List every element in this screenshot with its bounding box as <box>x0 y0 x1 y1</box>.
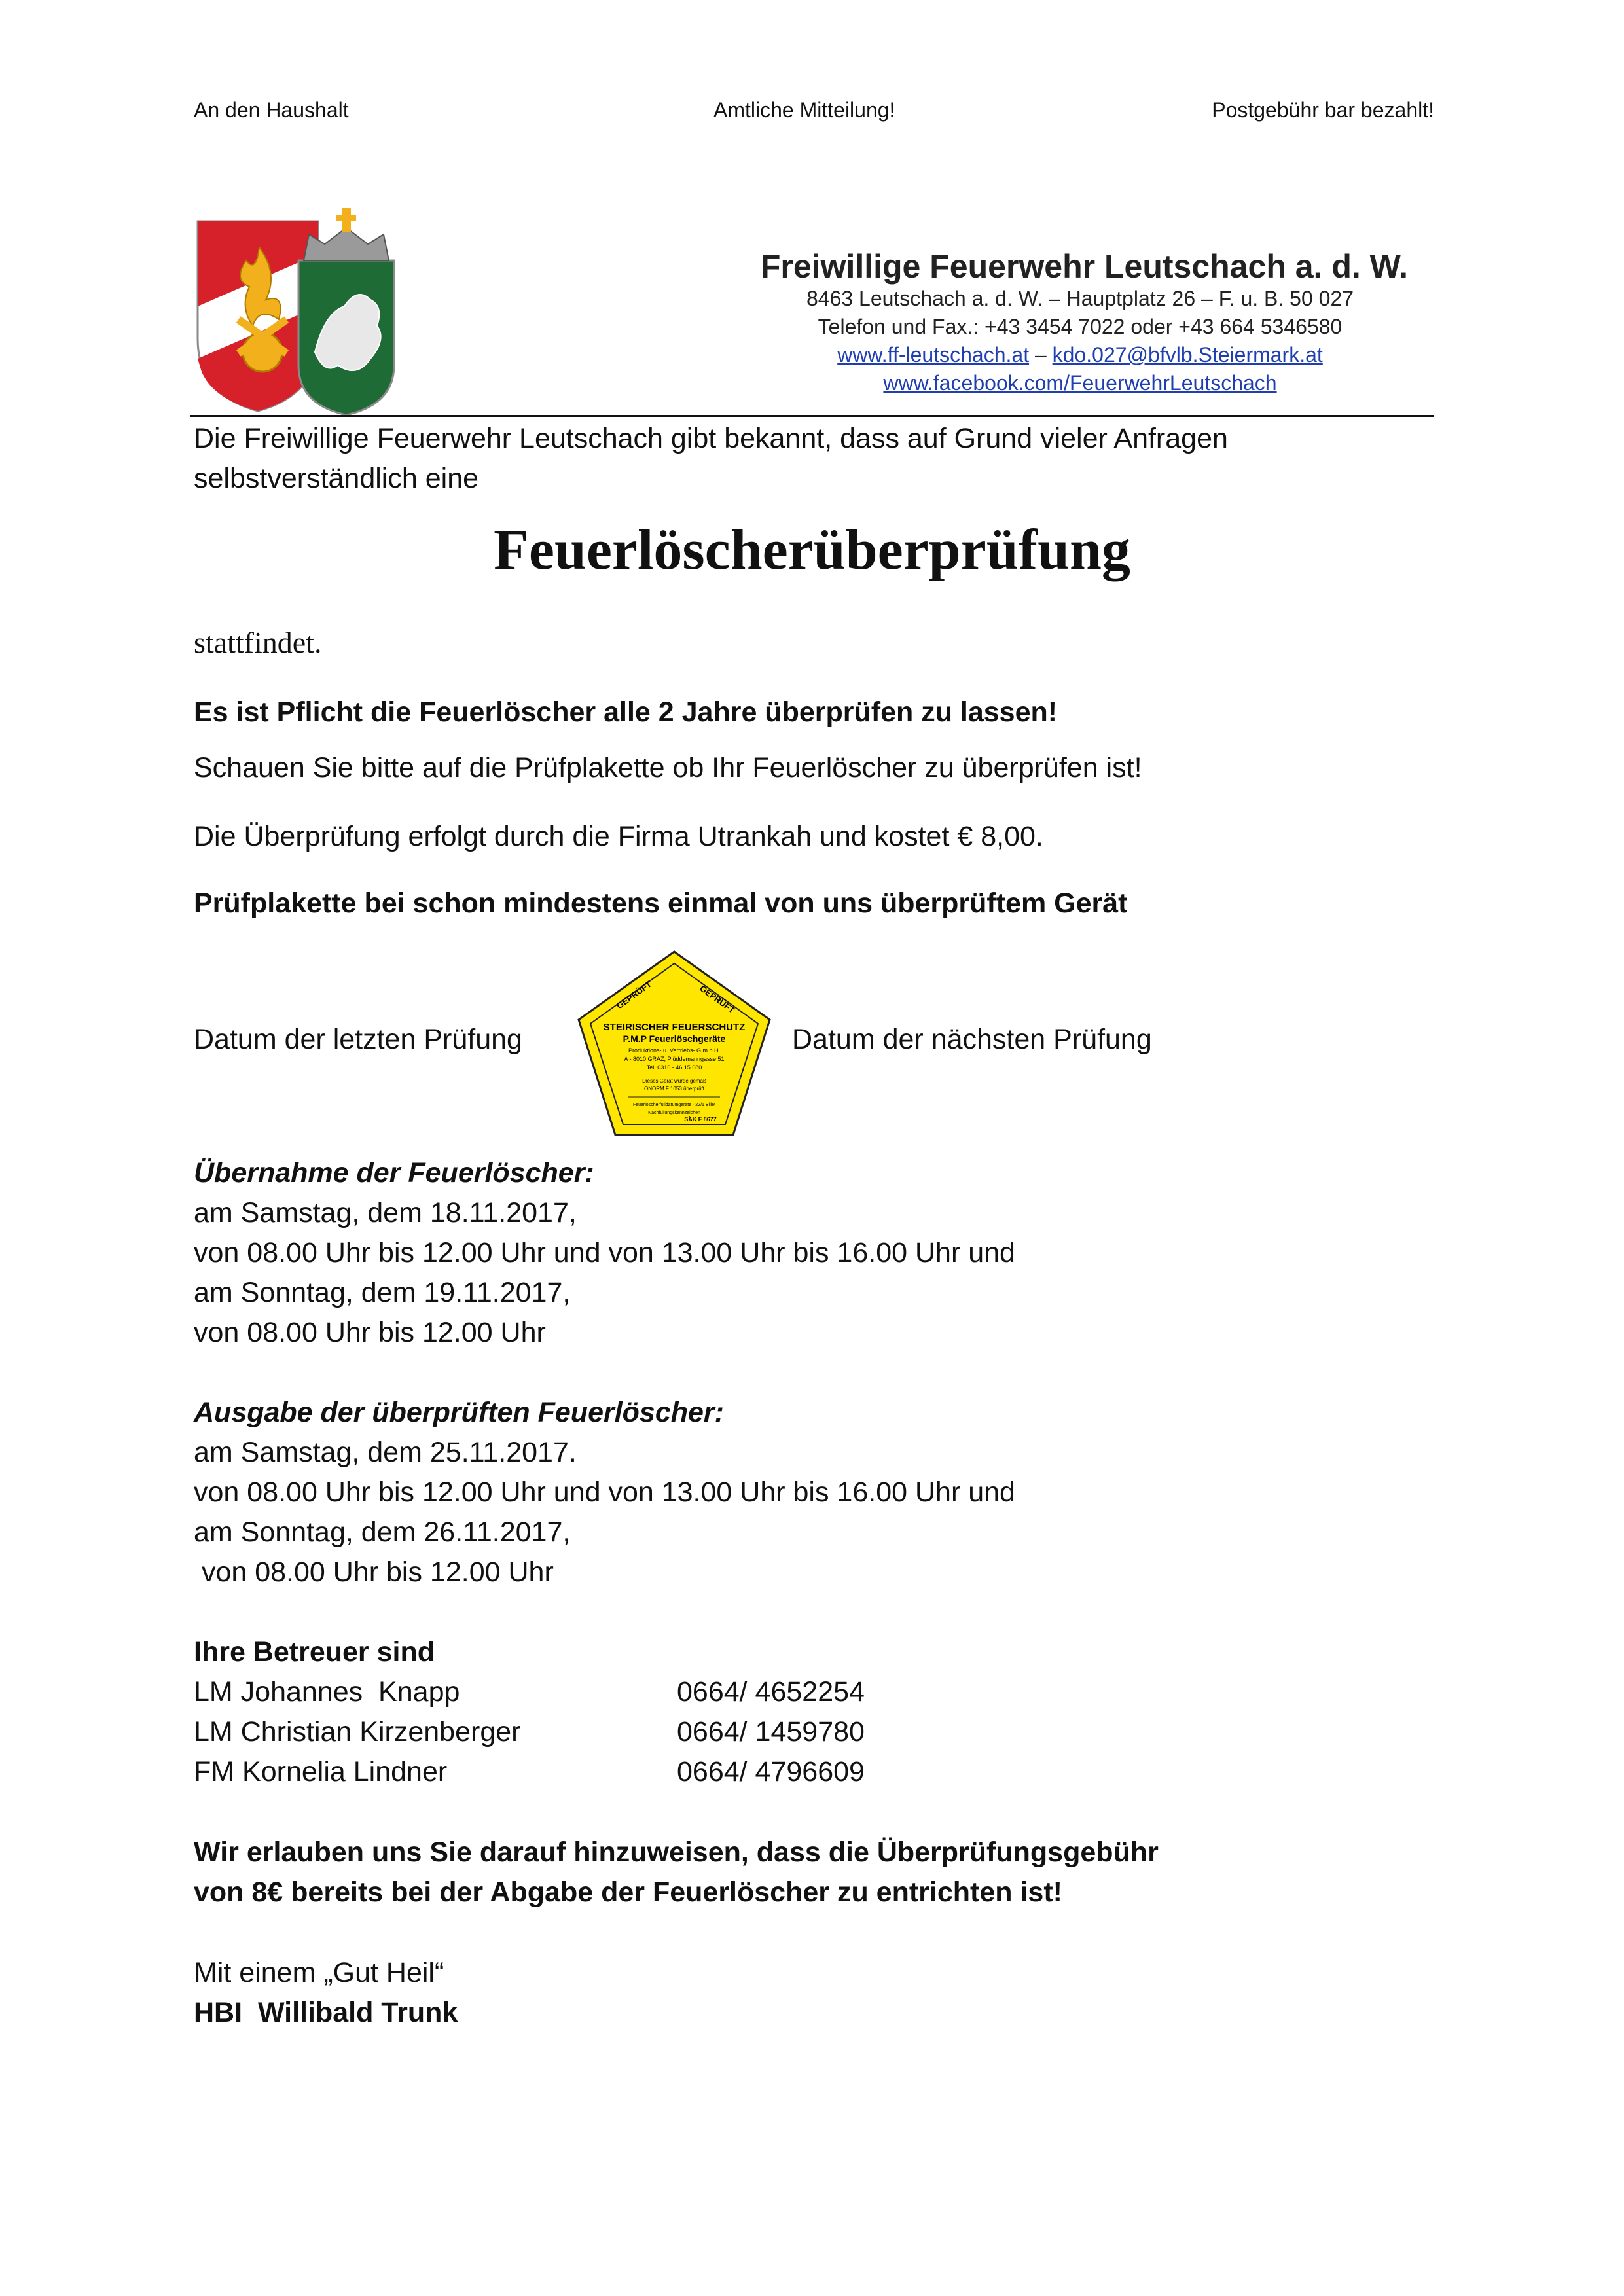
page-title: Feuerlöscherüberprüfung <box>494 518 1130 582</box>
facebook-link[interactable]: www.facebook.com/FeuerwehrLeutschach <box>883 371 1277 395</box>
org-phone: Telefon und Fax.: +43 3454 7022 oder +43 664 5346580 <box>818 315 1343 338</box>
header-right: Postgebühr bar bezahlt! <box>1212 98 1434 122</box>
badge-line-4: A - 8010 GRAZ, Plüddemanngasse 51 <box>624 1056 725 1062</box>
pflicht-notice: Es ist Pflicht die Feuerlöscher alle 2 Jahre überprüfen zu lassen! <box>194 696 1058 728</box>
ausgabe-line: am Sonntag, dem 26.11.2017, <box>194 1516 571 1548</box>
badge-line-8: Feuerlöscherfülldatumgeräte · 22/1 Billet <box>632 1103 716 1107</box>
header-left: An den Haushalt <box>194 98 349 122</box>
org-address: 8463 Leutschach a. d. W. – Hauptplatz 26 – F. u. B. 50 027 <box>806 287 1354 310</box>
header-divider <box>190 415 1434 417</box>
betreuer-name: LM Johannes Knapp <box>194 1676 460 1708</box>
hinweis-line-2: von 8€ bereits bei der Abgabe der Feuerlöscher zu entrichten ist! <box>194 1876 1062 1908</box>
schauen-text: Schauen Sie bitte auf die Prüfplakette ob Ihr Feuerlöscher zu überprüfen ist! <box>194 752 1142 783</box>
uebernahme-heading: Übernahme der Feuerlöscher: <box>194 1157 594 1189</box>
fire-brigade-coat-of-arms-logo <box>194 208 398 415</box>
uebernahme-line: von 08.00 Uhr bis 12.00 Uhr und von 13.00 Uhr bis 16.00 Uhr und <box>194 1237 1015 1268</box>
ausgabe-line: am Samstag, dem 25.11.2017. <box>194 1437 577 1468</box>
badge-line-5: Tel. 0316 - 46 15 680 <box>646 1064 702 1071</box>
ausgabe-line: von 08.00 Uhr bis 12.00 Uhr und von 13.00 Uhr bis 16.00 Uhr und <box>194 1477 1015 1508</box>
badge-line-3: Produktions- u. Vertriebs- G.m.b.H. <box>628 1047 721 1054</box>
betreuer-name: FM Kornelia Lindner <box>194 1756 448 1787</box>
org-contact-block <box>753 287 1407 395</box>
uebernahme-section <box>194 1153 1015 1353</box>
plakette-heading: Prüfplakette bei schon mindestens einmal von uns überprüftem Gerät <box>194 888 1128 919</box>
plakette-right-label: Datum der nächsten Prüfung <box>792 1024 1152 1055</box>
facebook-line <box>753 371 1407 395</box>
badge-line-7: ÖNORM F 1053 überprüft <box>643 1086 705 1092</box>
email-link[interactable]: kdo.027@bfvlb.Steiermark.at <box>1052 343 1323 367</box>
link-separator: – <box>1034 343 1047 367</box>
uebernahme-line: am Samstag, dem 18.11.2017, <box>194 1197 577 1229</box>
inspection-badge <box>576 949 772 1139</box>
org-name: Freiwillige Feuerwehr Leutschach a. d. W. <box>760 248 1408 285</box>
betreuer-phone: 0664/ 1459780 <box>677 1716 865 1748</box>
closing-greeting: Mit einem „Gut Heil“ <box>194 1957 444 1988</box>
ausgabe-line: von 08.00 Uhr bis 12.00 Uhr <box>194 1556 554 1588</box>
badge-line-9: Nachfüllungskennzeichen <box>648 1111 700 1115</box>
ausgabe-heading: Ausgabe der überprüften Feuerlöscher: <box>194 1397 724 1428</box>
plakette-left-label: Datum der letzten Prüfung <box>194 1024 522 1055</box>
betreuer-phone: 0664/ 4652254 <box>677 1676 865 1708</box>
hinweis-text <box>194 1833 1159 1912</box>
header-center: Amtliche Mitteilung! <box>713 98 895 122</box>
kosten-text: Die Überprüfung erfolgt durch die Firma Utrankah und kostet € 8,00. <box>194 821 1043 852</box>
closing-signature: HBI Willibald Trunk <box>194 1997 458 2028</box>
uebernahme-line: am Sonntag, dem 19.11.2017, <box>194 1277 571 1308</box>
badge-line-1: STEIRISCHER FEUERSCHUTZ <box>603 1022 746 1033</box>
intro-line-2: selbstverständlich eine <box>194 463 479 494</box>
badge-line-2: P.M.P Feuerlöschgeräte <box>623 1033 726 1044</box>
uebernahme-line: von 08.00 Uhr bis 12.00 Uhr <box>194 1317 546 1348</box>
ausgabe-section <box>194 1393 1015 1592</box>
betreuer-heading: Ihre Betreuer sind <box>194 1636 435 1668</box>
betreuer-name: LM Christian Kirzenberger <box>194 1716 521 1748</box>
intro-line-1: Die Freiwillige Feuerwehr Leutschach gibt bekannt, dass auf Grund vieler Anfragen <box>194 423 1228 454</box>
badge-top-right: GEPRÜFT <box>698 983 737 1015</box>
org-web-email-line <box>753 343 1407 367</box>
hinweis-line-1: Wir erlauben uns Sie darauf hinzuweisen, dass die Überprüfungsgebühr <box>194 1837 1159 1868</box>
badge-line-10: SÄK F 8677 <box>684 1116 717 1122</box>
intro-text <box>194 419 1228 499</box>
badge-line-6: Dieses Gerät wurde gemäß <box>642 1078 706 1084</box>
stattfindet-text: stattfindet. <box>194 626 322 659</box>
website-link[interactable]: www.ff-leutschach.at <box>837 343 1030 367</box>
betreuer-phone: 0664/ 4796609 <box>677 1756 865 1787</box>
badge-top-left: GEPRÜFT <box>614 978 654 1011</box>
